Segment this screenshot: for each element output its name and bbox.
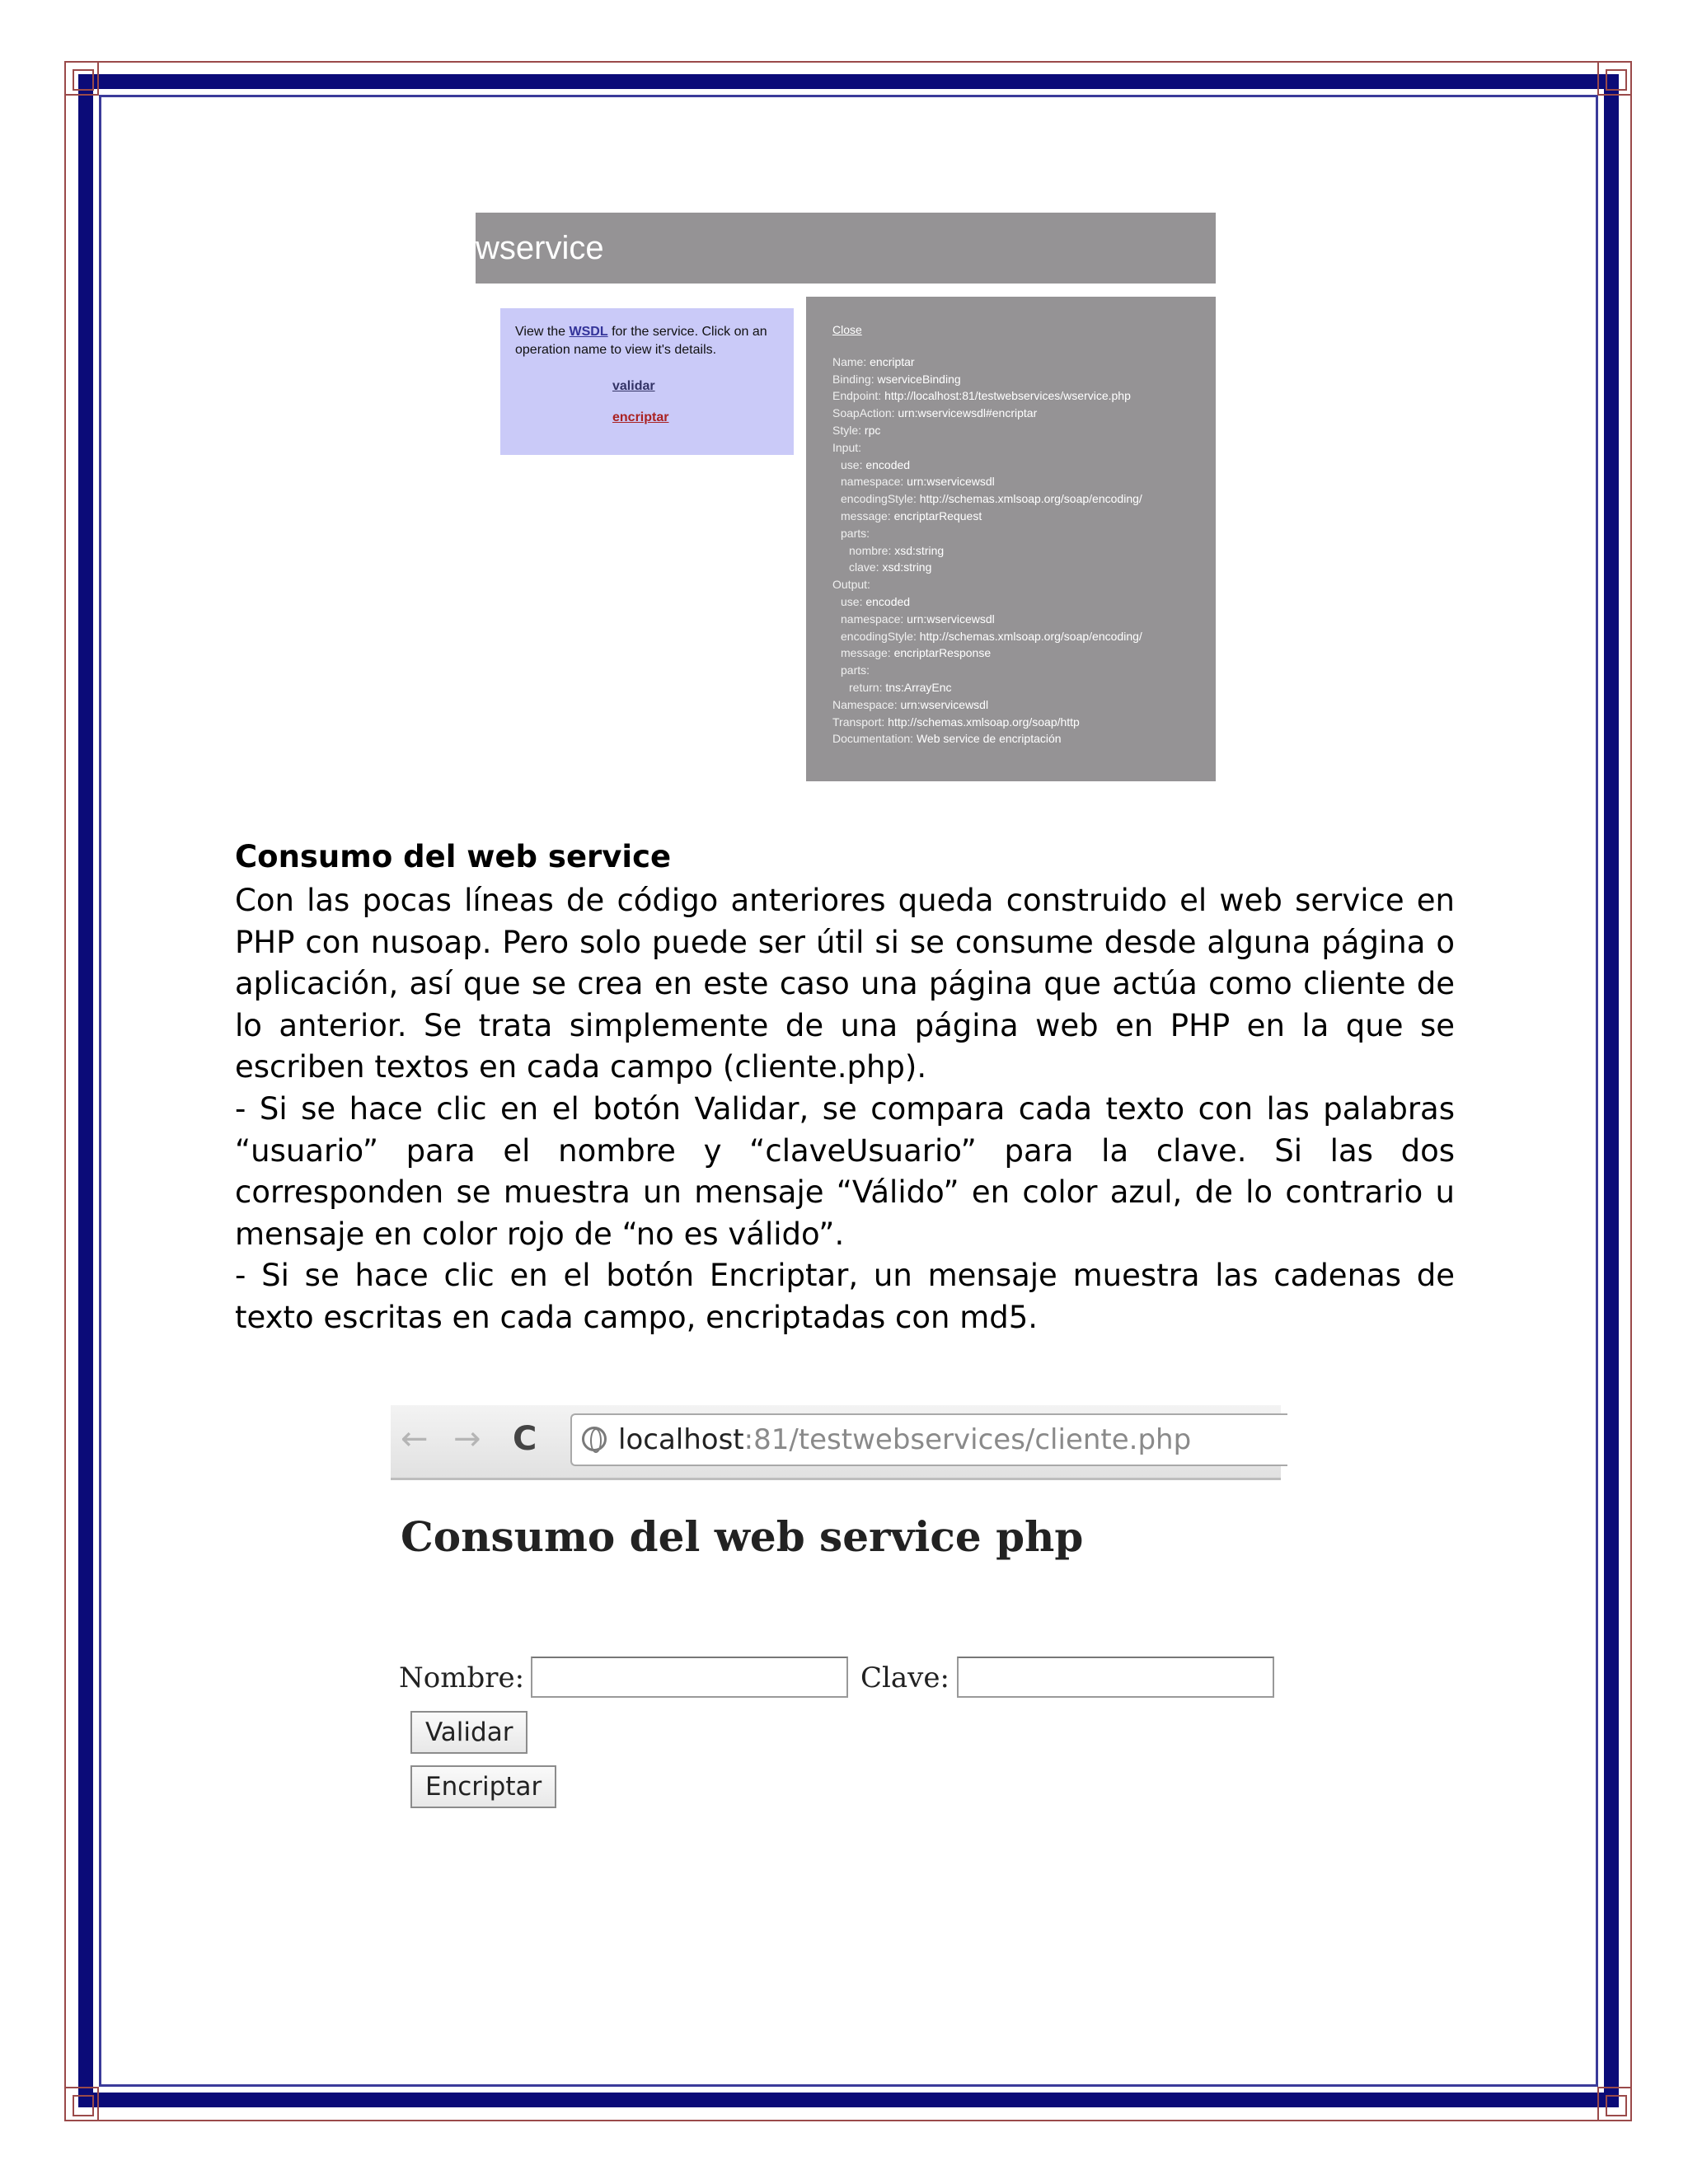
detail-key: message: <box>841 509 894 523</box>
detail-value: encriptarResponse <box>893 646 992 660</box>
border-corner-top-left <box>64 61 99 96</box>
operation-detail-line <box>832 508 1189 525</box>
detail-value: encoded <box>865 457 911 471</box>
operation-detail-line <box>832 405 1189 422</box>
url-path: :81/testwebservices/cliente.php <box>743 1423 1192 1456</box>
detail-key: nombre: <box>849 543 895 557</box>
operation-detail-line <box>832 490 1189 508</box>
operation-detail-line <box>832 457 1189 474</box>
detail-key: namespace: <box>841 475 907 489</box>
wservice-operations-panel <box>500 308 794 455</box>
detail-key: message: <box>841 646 894 660</box>
operation-detail-line <box>832 662 1189 679</box>
detail-key: Namespace: <box>832 697 901 711</box>
close-link[interactable]: Close <box>832 323 862 336</box>
url-text <box>618 1415 1191 1465</box>
operation-details-list <box>832 354 1189 748</box>
operation-detail-line <box>832 439 1189 457</box>
operation-detail-line <box>832 679 1189 696</box>
operation-validar-link[interactable]: validar <box>612 379 655 393</box>
operation-detail-line <box>832 354 1189 371</box>
operation-detail-line <box>832 473 1189 490</box>
detail-key: Endpoint: <box>832 389 885 403</box>
detail-key: return: <box>849 680 886 694</box>
detail-value: encriptar <box>870 354 915 368</box>
detail-key: encodingStyle: <box>841 629 920 643</box>
detail-key: Documentation: <box>832 732 917 746</box>
validar-button[interactable]: Validar <box>410 1711 528 1754</box>
detail-key: Input: <box>832 440 862 454</box>
operation-detail-line <box>832 576 1189 593</box>
operation-detail-line <box>832 422 1189 439</box>
detail-value: Web service de encriptación <box>916 732 1062 746</box>
nombre-input[interactable] <box>531 1657 848 1698</box>
detail-value: encoded <box>865 594 911 608</box>
browser-toolbar <box>391 1405 1281 1480</box>
operation-details-panel <box>806 297 1216 781</box>
detail-key: Output: <box>832 578 870 592</box>
detail-value: http://schemas.xmlsoap.org/soap/http <box>888 715 1080 729</box>
detail-value: wserviceBinding <box>877 372 961 386</box>
operation-detail-line <box>832 730 1189 748</box>
paragraph-intro: Con las pocas líneas de código anteriores queda construido el web service en PHP con nusoap. Pero solo puede ser útil si se consume desde alguna página o aplicación, así que se crea en este caso una página que actúa como cliente de lo anterior. Se trata simplemente de una página web en PHP en la que se escriben textos en cada campo (cliente.php). <box>235 883 1455 1085</box>
detail-value: urn:wservicewsdl <box>900 697 989 711</box>
detail-value: tns:ArrayEnc <box>885 680 952 694</box>
operation-detail-line <box>832 714 1189 731</box>
detail-key: use: <box>841 594 866 608</box>
operation-detail-line <box>832 611 1189 628</box>
detail-value: urn:wservicewsdl <box>907 612 995 626</box>
url-host: localhost <box>618 1423 744 1456</box>
wsdl-intro-text-rest: for the service. Click on an operation name to view it's details. <box>515 325 767 357</box>
detail-key: encodingStyle: <box>841 492 920 506</box>
section-heading: Consumo del web service <box>235 839 672 874</box>
operation-detail-line <box>832 593 1189 611</box>
clave-label: Clave: <box>860 1661 950 1694</box>
detail-value: http://schemas.xmlsoap.org/soap/encoding/ <box>919 492 1142 506</box>
operation-detail-line <box>832 542 1189 560</box>
operation-detail-line <box>832 387 1189 405</box>
detail-key: parts: <box>841 526 870 540</box>
operation-detail-line <box>832 559 1189 576</box>
detail-value: http://schemas.xmlsoap.org/soap/encoding/ <box>919 629 1142 643</box>
address-bar[interactable] <box>570 1413 1287 1466</box>
clave-input[interactable] <box>957 1657 1274 1698</box>
detail-value: http://localhost:81/testwebservices/wservice.php <box>884 389 1131 403</box>
forward-arrow-icon[interactable]: → <box>453 1420 481 1458</box>
paragraph-validar: - Si se hace clic en el botón Validar, se compara cada texto con las palabras “usuario” para el nombre y “claveUsuario” para la clave. Si las dos corresponden se muestra un mensaje “Válido” en color azul, de lo contrario u mensaje en color rojo de “no es válido”. <box>235 1091 1455 1252</box>
detail-value: urn:wservicewsdl <box>907 475 995 489</box>
wservice-title: wservice <box>476 213 1216 284</box>
detail-value: xsd:string <box>894 543 945 557</box>
operation-detail-line <box>832 525 1189 542</box>
detail-value: urn:wservicewsdl#encriptar <box>898 406 1038 420</box>
reload-icon[interactable]: C <box>513 1420 537 1458</box>
wservice-screenshot <box>476 213 1216 781</box>
border-corner-bottom-left <box>64 2087 99 2121</box>
wsdl-intro-text: View the <box>515 325 570 339</box>
detail-key: Style: <box>832 423 865 437</box>
paragraph-encriptar: - Si se hace clic en el botón Encriptar, un mensaje muestra las cadenas de texto escritas en cada campo, encriptadas con md5. <box>235 1258 1455 1335</box>
detail-key: namespace: <box>841 612 907 626</box>
operation-detail-line <box>832 696 1189 714</box>
wsdl-link[interactable]: WSDL <box>569 325 608 339</box>
encriptar-button[interactable]: Encriptar <box>410 1765 556 1808</box>
client-page-title: Consumo del web service php <box>401 1512 1084 1561</box>
detail-key: Name: <box>832 354 870 368</box>
border-corner-bottom-right <box>1597 2087 1632 2121</box>
detail-value: xsd:string <box>882 560 932 574</box>
globe-icon <box>582 1427 607 1451</box>
detail-value: encriptarRequest <box>893 509 982 523</box>
operation-detail-line <box>832 644 1189 662</box>
detail-key: Binding: <box>832 372 878 386</box>
detail-key: SoapAction: <box>832 406 898 420</box>
operation-detail-line <box>832 371 1189 388</box>
border-corner-top-right <box>1597 61 1632 96</box>
nombre-label: Nombre: <box>399 1661 525 1694</box>
back-arrow-icon[interactable]: ← <box>401 1420 429 1458</box>
detail-value: rpc <box>864 423 881 437</box>
detail-key: Transport: <box>832 715 889 729</box>
operation-detail-line <box>832 628 1189 645</box>
detail-key: parts: <box>841 663 870 677</box>
operation-encriptar-link[interactable]: encriptar <box>612 410 669 424</box>
detail-key: use: <box>841 457 866 471</box>
detail-key: clave: <box>849 560 883 574</box>
browser-screenshot <box>391 1405 1281 1825</box>
